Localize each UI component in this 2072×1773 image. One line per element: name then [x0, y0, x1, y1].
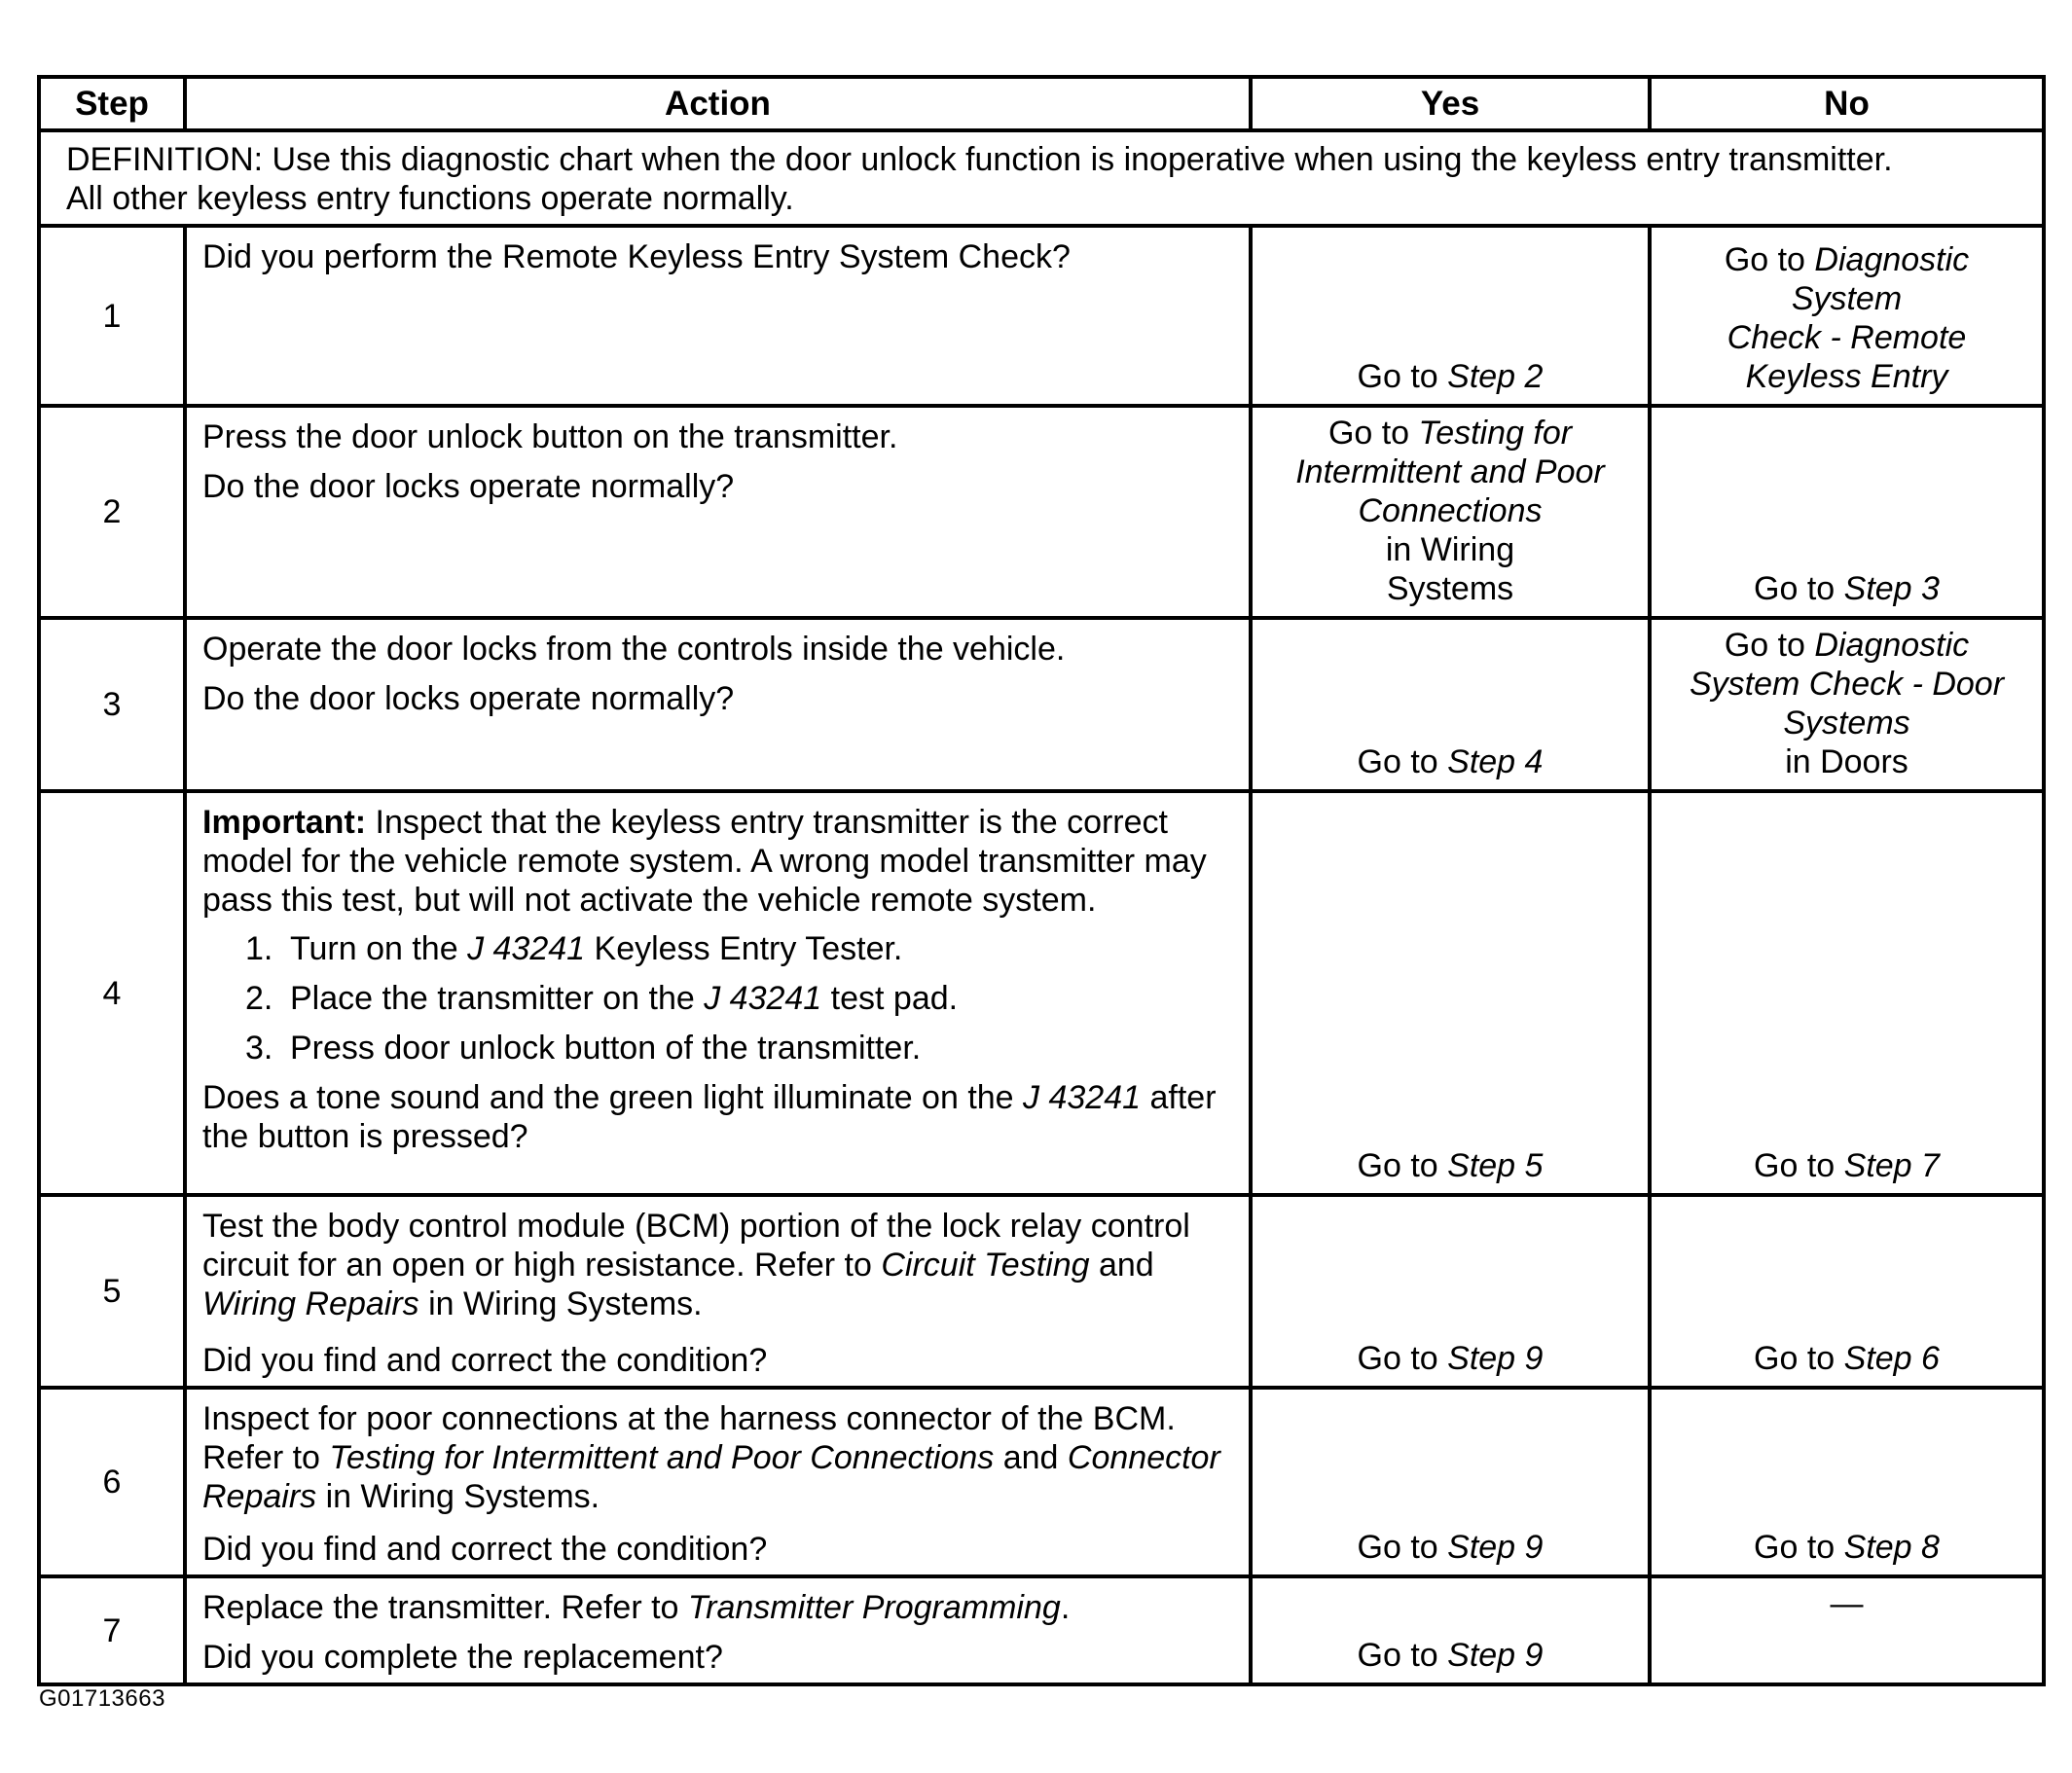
step-ref: Step 3: [1843, 570, 1940, 607]
important-label: Important:: [202, 804, 367, 841]
step-ref: Step 9: [1447, 1340, 1544, 1377]
no-cell: Go to Step 3: [1650, 406, 2044, 618]
diagnostic-table: [37, 75, 2046, 1686]
definition-line-1: DEFINITION: Use this diagnostic chart when the door unlock function is inoperative when using the keyless entry transmitter.: [66, 141, 1893, 178]
yes-cell: Go to Step 2: [1251, 226, 1650, 406]
step-number: 7: [39, 1576, 185, 1684]
table-row: [39, 1195, 2044, 1388]
not-applicable-dash: —: [1830, 1585, 1864, 1622]
step-ref: Step 9: [1447, 1529, 1544, 1566]
doc-ref: Connector Repairs: [202, 1439, 1220, 1515]
yes-cell: Go to Step 9: [1251, 1388, 1650, 1576]
no-cell: [1650, 1576, 2044, 1684]
action-cell: [185, 791, 1251, 1195]
action-question: Does a tone sound and the green light illuminate on the J 43241 after the button is pressed?: [202, 1079, 1217, 1155]
header-no: No: [1650, 77, 2044, 130]
doc-ref: Transmitter Programming: [687, 1589, 1061, 1626]
action-cell: [185, 618, 1251, 791]
action-question: Do the door locks operate normally?: [202, 468, 735, 505]
action-question: Did you find and correct the condition?: [202, 1342, 768, 1379]
action-cell: [185, 1195, 1251, 1388]
header-step: Step: [39, 77, 185, 130]
action-instruction: Operate the door locks from the controls inside the vehicle.: [202, 631, 1066, 668]
no-cell: Go to Step 6: [1650, 1195, 2044, 1388]
table-header-row: [39, 77, 2044, 130]
action-cell: [185, 226, 1251, 406]
step-ref: Step 5: [1447, 1147, 1544, 1184]
step-number: 3: [39, 618, 185, 791]
step-number: 1: [39, 226, 185, 406]
important-note: Important: Inspect that the keyless entry transmitter is the correct model for the vehicle remote system. A wrong model transmitter may pass this test, but will not activate the vehicle remote system.: [202, 804, 1207, 919]
table-row: [39, 1388, 2044, 1576]
step-ref: Step 4: [1447, 743, 1544, 780]
no-cell: Go to Diagnostic System Check - Door Systems in Doors: [1650, 618, 2044, 791]
definition-row: [39, 130, 2044, 226]
doc-ref: Testing for Intermittent and Poor Connections: [329, 1439, 995, 1476]
list-item: 2. Place the transmitter on the J 43241 test pad.: [245, 980, 959, 1017]
no-cell: Go to Step 8: [1650, 1388, 2044, 1576]
header-action: Action: [185, 77, 1251, 130]
step-ref: Step 6: [1843, 1340, 1940, 1377]
yes-cell: Go to Step 9: [1251, 1195, 1650, 1388]
table-row: [39, 1576, 2044, 1684]
doc-ref: Wiring Repairs: [202, 1285, 419, 1322]
action-instruction: Inspect for poor connections at the harness connector of the BCM. Refer to Testing for Intermittent and Poor Connections and Connector Repairs in Wiring Systems.: [202, 1400, 1220, 1515]
list-item: 3. Press door unlock button of the transmitter.: [245, 1030, 922, 1067]
action-cell: [185, 1576, 1251, 1684]
doc-ref: Circuit Testing: [881, 1247, 1090, 1284]
tool-ref: J 43241: [1023, 1079, 1142, 1116]
action-cell: [185, 406, 1251, 618]
procedure-list: [202, 929, 1235, 1067]
action-question: Did you perform the Remote Keyless Entry System Check?: [202, 238, 1071, 275]
step-ref: Step 7: [1843, 1147, 1940, 1184]
step-ref: Step 9: [1447, 1637, 1544, 1674]
no-cell: Go to Step 7: [1650, 791, 2044, 1195]
action-question: Do the door locks operate normally?: [202, 680, 735, 717]
action-instruction: Press the door unlock button on the transmitter.: [202, 418, 898, 455]
step-number: 2: [39, 406, 185, 618]
definition-cell: [39, 130, 2044, 226]
table-row: [39, 618, 2044, 791]
action-instruction: Test the body control module (BCM) portion of the lock relay control circuit for an open or high resistance. Refer to Circuit Testing and Wiring Repairs in Wiring Systems.: [202, 1208, 1190, 1322]
step-ref: Step 8: [1843, 1529, 1940, 1566]
step-number: 5: [39, 1195, 185, 1388]
tool-ref: J 43241: [467, 930, 586, 967]
yes-cell: Go to Step 5: [1251, 791, 1650, 1195]
table-row: [39, 406, 2044, 618]
action-question: Did you find and correct the condition?: [202, 1531, 768, 1568]
step-ref: Step 2: [1447, 358, 1544, 395]
definition-line-2: All other keyless entry functions operate normally.: [66, 180, 794, 217]
action-question: Did you complete the replacement?: [202, 1639, 723, 1676]
yes-cell: Go to Step 4: [1251, 618, 1650, 791]
no-cell: Go to Diagnostic System Check - Remote Keyless Entry: [1650, 226, 2044, 406]
figure-id: G01713663: [39, 1685, 165, 1712]
step-number: 6: [39, 1388, 185, 1576]
action-instruction: Replace the transmitter. Refer to Transmitter Programming.: [202, 1589, 1071, 1626]
tool-ref: J 43241: [704, 980, 822, 1017]
list-item: 1. Turn on the J 43241 Keyless Entry Tester.: [245, 930, 903, 967]
step-number: 4: [39, 791, 185, 1195]
table-row: [39, 226, 2044, 406]
action-cell: [185, 1388, 1251, 1576]
header-yes: Yes: [1251, 77, 1650, 130]
yes-cell: Go to Step 9: [1251, 1576, 1650, 1684]
yes-cell: Go to Testing for Intermittent and Poor Connections in Wiring Systems: [1251, 406, 1650, 618]
table-row: [39, 791, 2044, 1195]
